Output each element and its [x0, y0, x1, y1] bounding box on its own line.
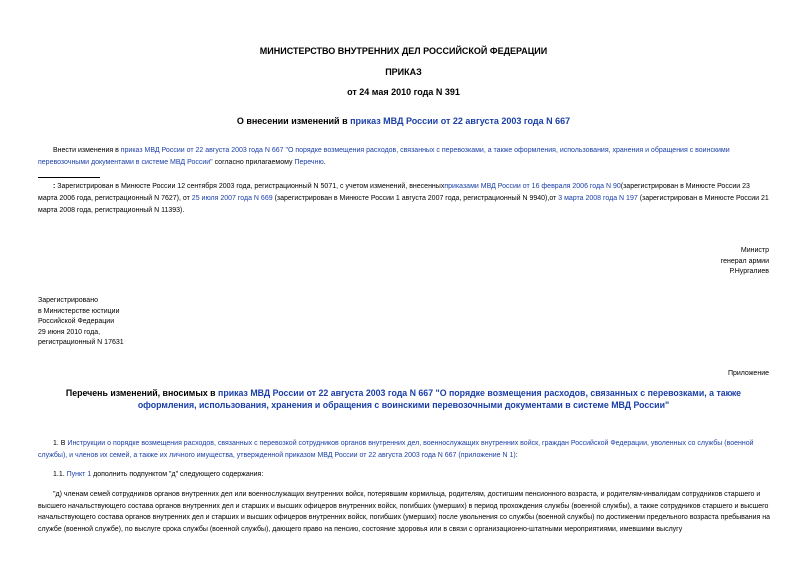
appendix-title	[55, 388, 752, 411]
item-1-1-number: 1.1.	[53, 471, 67, 478]
item-1-1	[38, 469, 770, 481]
appendix-label: Приложение	[727, 370, 769, 377]
preamble-middle: согласно прилагаемому	[212, 158, 295, 166]
footnote-marker: :	[53, 183, 56, 190]
registration-block	[38, 296, 124, 349]
doc-type-heading: ПРИКАЗ	[385, 67, 422, 77]
order-title	[0, 116, 807, 126]
appendix-order-link[interactable]: приказ МВД России от 22 августа 2003 года N 667 "О порядке возмещения расходов, связанных с перевозками, а также оформления, использования, хранения и обращения с воинскими перевозочными документами в системе МВД России"	[137, 388, 742, 410]
amended-order-link[interactable]: приказ МВД России от 22 августа 2003 года N 667 "О порядке возмещения расходов, связанных с перевозками, а также оформления, использования, хранения и обращения с воинскими перевозочными документами в системе МВД России"	[38, 147, 730, 166]
item-1	[38, 438, 770, 461]
point-1-link[interactable]: Пункт 1	[66, 471, 92, 478]
footnote-part-4: (зарегистрирован в Минюсте России 21 марта 2008 года, регистрационный N 11393).	[38, 195, 769, 214]
footnote-divider	[38, 177, 100, 178]
quoted-subparagraph-d: "д) членам семей сотрудников органов внутренних дел или военнослужащих внутренних войск, потерявшим кормильца, родителям, достигшим пенсионного возраста, и родителям-инвалидам сотрудников старшего и высшего начальствующего состава органов внутренних дел и старших и высших офицеров внутренних войск, погибших (умерших) в период прохождения службы (военной службы), а также сотрудников старшего и высшего начальствующего состава органов внутренних дел и старших и высших офицеров внутренних войск, погибших (умерших) после увольнения со службы (военной службы) по достижении предельного возраста пребывания на службе (военной службе), по выслуге срока службы (военной службы), дающего право на пенсию, состояние здоровья или в связи с организационно-штатными мероприятиями, имевшими выслугу	[38, 491, 770, 533]
item-1-end: :	[515, 451, 518, 459]
instruction-link[interactable]: Инструкции о порядке возмещения расходов, связанных с перевозкой сотрудников органов внутренних дел, военнослужащих внутренних войск, граждан Российской Федерации, уволенных со службы (военной службы), и членов их семей, а также их личного имущества, утвержденной приказом МВД России от 22 августа 2003 года N 667 (приложение N 1)	[38, 440, 754, 459]
preamble-end: .	[323, 158, 326, 166]
list-link[interactable]: Перечню	[294, 158, 324, 166]
footnote-link-2006[interactable]: приказами МВД России от 16 февраля 2006 года N 90	[444, 183, 621, 190]
registration-line-2: в Министерстве юстиции	[38, 307, 120, 315]
footnote-part-3: (зарегистрирован в Минюсте России 1 августа 2007 года, регистрационный N 9940),от	[272, 195, 559, 202]
footnote-link-2007[interactable]: 25 июля 2007 года N 669	[191, 195, 273, 202]
item-1-1-text: дополнить подпунктом "д" следующего содержания:	[91, 471, 264, 478]
ministry-heading: МИНИСТЕРСТВО ВНУТРЕННИХ ДЕЛ РОССИЙСКОЙ ФЕДЕРАЦИИ	[259, 46, 548, 56]
registration-line-4: 29 июня 2010 года,	[38, 328, 101, 336]
preamble-paragraph	[38, 145, 770, 168]
footnote-part-1: Зарегистрирован в Минюсте России 12 сентября 2003 года, регистрационный N 5071, с учетом изменений, внесенных	[55, 183, 445, 190]
order-title-link[interactable]: приказ МВД России от 22 августа 2003 года N 667	[350, 116, 571, 126]
signature-name: Р.Нургалиев	[729, 268, 769, 276]
registration-line-3: Российской Федерации	[38, 318, 115, 326]
footnote-part-2: (зарегистрирован в Минюсте России 23 марта 2006 года, регистрационный N 7627), от	[38, 183, 750, 202]
signature-block	[721, 246, 769, 278]
preamble-intro: Внести изменения в	[53, 147, 121, 154]
order-date-number: от 24 мая 2010 года N 391	[347, 87, 460, 97]
signature-rank: генерал армии	[720, 257, 769, 265]
footnote-paragraph	[38, 181, 770, 217]
appendix-title-prefix: Перечень изменений, вносимых в	[65, 388, 219, 398]
order-title-prefix: О внесении изменений в	[236, 116, 351, 126]
registration-line-1: Зарегистрировано	[38, 297, 98, 304]
signature-title: Министр	[740, 247, 769, 254]
registration-line-5: регистрационный N 17631	[38, 339, 124, 347]
footnote-link-2008[interactable]: 3 марта 2008 года N 197	[558, 195, 638, 202]
item-1-number: 1. В	[53, 440, 68, 447]
